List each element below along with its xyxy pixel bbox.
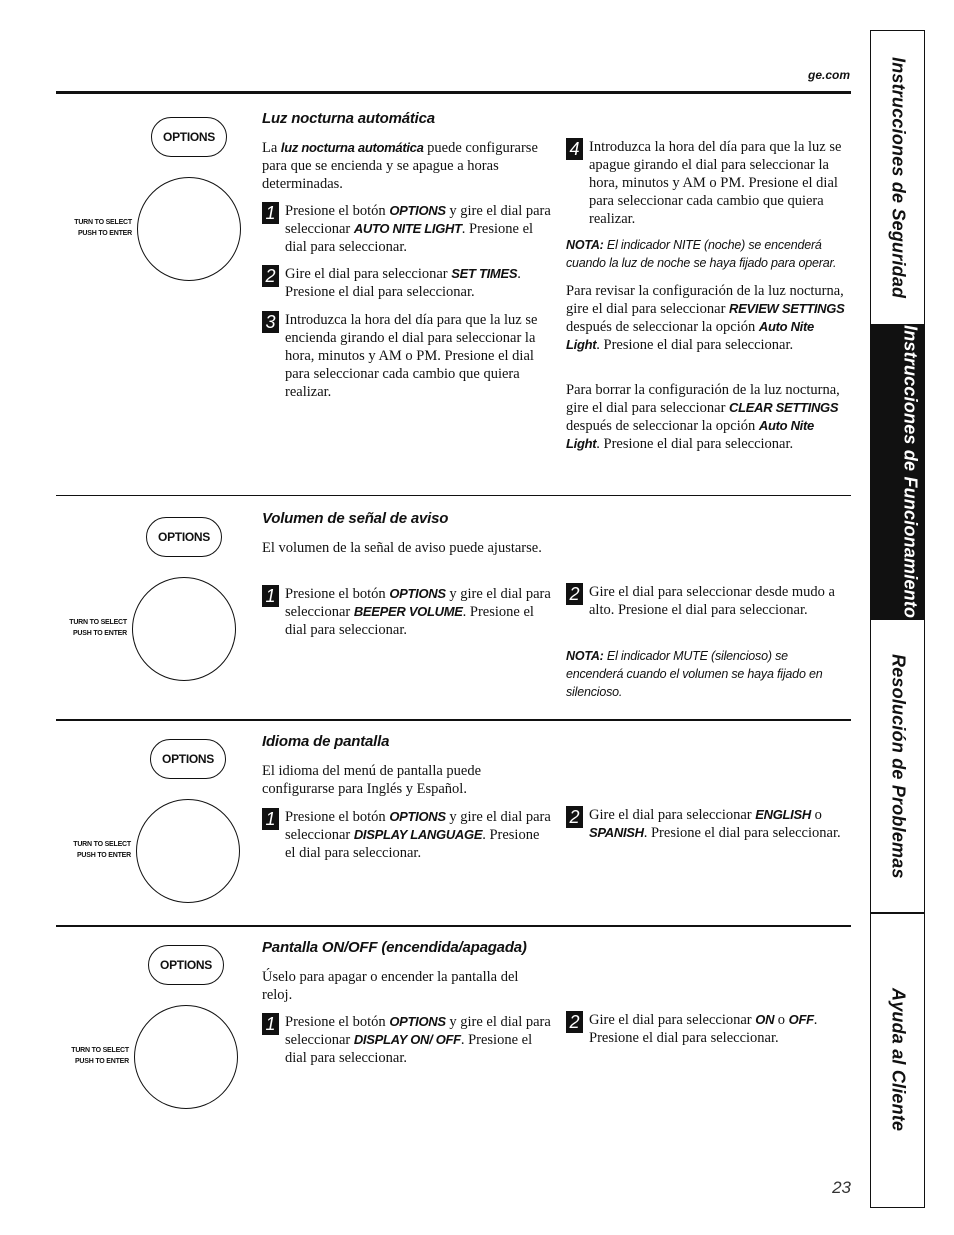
section-heading: Luz nocturna automática	[262, 110, 435, 127]
control-dial	[132, 577, 236, 681]
section-intro: La luz nocturna automática puede configurarse para que se encienda y se apague a horas determinadas.	[262, 140, 538, 192]
section-intro: El idioma del menú de pantalla puede configurarse para Inglés y Español.	[262, 763, 482, 797]
step-number: 2	[566, 583, 583, 605]
section-heading: Pantalla ON/OFF (encendida/apagada)	[262, 939, 527, 956]
dial-label: TURN TO SELECT PUSH TO ENTER	[69, 619, 127, 637]
step-4: 4 Introduzca la hora del día para que la luz se apague girando el dial para seleccionar la hora, minutos y AM o PM. Presione el dial para seleccionar cada cambio que quiera realizar.	[566, 138, 856, 228]
step-1: 1 Presione el botón OPTIONS y gire el dial para seleccionar BEEPER VOLUME. Presione el dial para seleccionar.	[262, 585, 552, 639]
step-number: 2	[262, 265, 279, 287]
control-dial	[134, 1005, 238, 1109]
step-2: 2 Gire el dial para seleccionar desde mudo a alto. Presione el dial para seleccionar.	[566, 583, 856, 619]
step-number: 1	[262, 808, 279, 830]
section-divider	[56, 719, 851, 721]
section-intro: El volumen de la señal de aviso puede ajustarse.	[262, 540, 542, 556]
control-dial	[137, 177, 241, 281]
section-intro: Úselo para apagar o encender la pantalla del reloj.	[262, 969, 519, 1003]
dial-label: TURN TO SELECT PUSH TO ENTER	[71, 1047, 129, 1065]
tab-seguridad[interactable]: Instrucciones de Seguridad	[888, 56, 909, 299]
tab-ayuda[interactable]: Ayuda al Cliente	[888, 988, 909, 1132]
control-dial	[136, 799, 240, 903]
section-tabs	[870, 30, 925, 1208]
site-url: ge.com	[807, 68, 850, 82]
step-3: 3 Introduzca la hora del día para que la luz se encienda girando el dial para seleccionar la hora, minutos y AM o PM. Presione el dial para seleccionar cada cambio que quiera realizar.	[262, 311, 552, 401]
tab-funcionamiento[interactable]: Instrucciones de Funcionamiento	[871, 324, 924, 620]
step-number: 2	[566, 1011, 583, 1033]
options-button: OPTIONS	[151, 117, 227, 157]
dial-label: TURN TO SELECT PUSH TO ENTER	[74, 219, 132, 237]
options-button: OPTIONS	[148, 945, 224, 985]
options-button: OPTIONS	[150, 739, 226, 779]
step-number: 1	[262, 1013, 279, 1035]
step-1: 1 Presione el botón OPTIONS y gire el dial para seleccionar DISPLAY LANGUAGE. Presione el dial para seleccionar.	[262, 808, 552, 862]
step-number: 1	[262, 202, 279, 224]
step-2: 2 Gire el dial para seleccionar ON o OFF. Presione el dial para seleccionar.	[566, 1011, 856, 1047]
step-1: 1 Presione el botón OPTIONS y gire el dial para seleccionar DISPLAY ON/ OFF. Presione el dial para seleccionar.	[262, 1013, 552, 1067]
step-1: 1 Presione el botón OPTIONS y gire el dial para seleccionar AUTO NITE LIGHT. Presione el dial para seleccionar.	[262, 202, 552, 256]
review-settings-text: Para revisar la configuración de la luz nocturna, gire el dial para seleccionar REVIEW SETTINGS después de seleccionar la opción Auto Nite Light. Presione el dial para seleccionar.	[566, 283, 845, 353]
section-heading: Volumen de señal de aviso	[262, 510, 449, 527]
options-button: OPTIONS	[146, 517, 222, 557]
page-number: 23	[832, 1178, 851, 1197]
section-divider	[56, 925, 851, 927]
step-2: 2 Gire el dial para seleccionar ENGLISH o SPANISH. Presione el dial para seleccionar.	[566, 806, 856, 842]
header-rule	[56, 91, 851, 94]
step-number: 3	[262, 311, 279, 333]
step-number: 4	[566, 138, 583, 160]
note: NOTA: El indicador NITE (noche) se encenderá cuando la luz de noche se haya fijado para operar.	[566, 238, 837, 270]
tab-problemas[interactable]: Resolución de Problemas	[888, 654, 909, 879]
step-number: 2	[566, 806, 583, 828]
note: NOTA: El indicador MUTE (silencioso) se encenderá cuando el volumen se haya fijado en silencioso.	[566, 649, 823, 699]
dial-label: TURN TO SELECT PUSH TO ENTER	[73, 841, 131, 859]
clear-settings-text: Para borrar la configuración de la luz nocturna, gire el dial para seleccionar CLEAR SETTINGS después de seleccionar la opción Auto Nite Light. Presione el dial para seleccionar.	[566, 382, 840, 452]
section-heading: Idioma de pantalla	[262, 733, 390, 750]
step-2: 2 Gire el dial para seleccionar SET TIMES. Presione el dial para seleccionar.	[262, 265, 552, 301]
step-number: 1	[262, 585, 279, 607]
section-divider	[56, 495, 851, 496]
